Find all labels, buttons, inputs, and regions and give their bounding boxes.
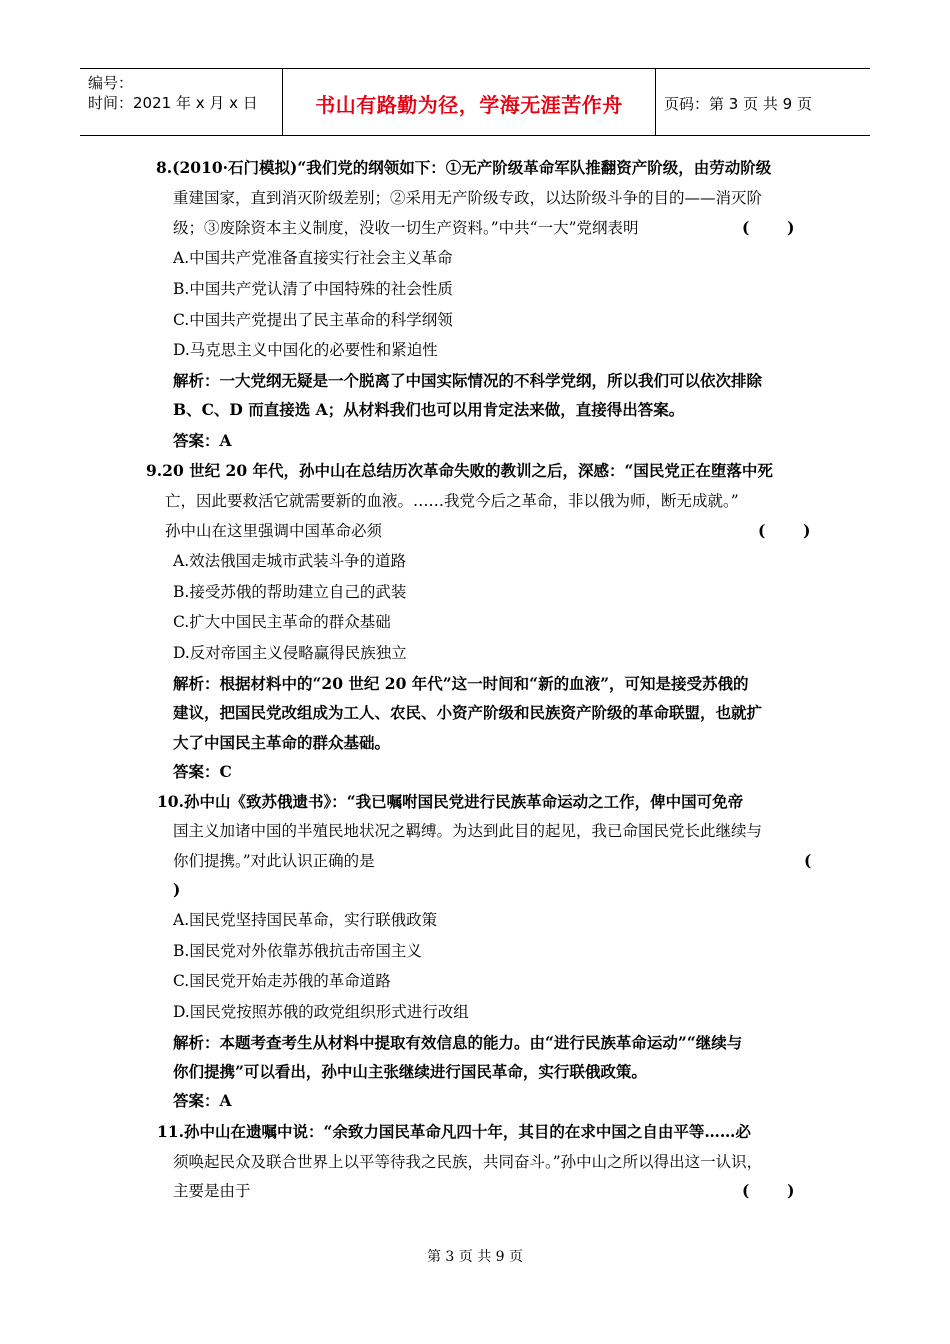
option-d: D.马克思主义中国化的必要性和紧迫性 xyxy=(173,341,438,359)
question-stem-line: 8.(2010·石门模拟)“我们党的纲领如下：①无产阶级革命军队推翻资产阶级，由劳动阶级 xyxy=(156,158,772,177)
option-a: A.中国共产党准备直接实行社会主义革命 xyxy=(173,249,453,267)
question-stem-line: 10.孙中山《致苏俄遗书》：“我已嘱咐国民党进行民族革命运动之工作，俾中国可免帝 xyxy=(157,792,744,811)
analysis-line: 解析：根据材料中的“20 世纪 20 年代”这一时间和“新的血液”，可知是接受苏俄的 xyxy=(173,674,749,693)
analysis-line: 解析：一大党纲无疑是一个脱离了中国实际情况的不科学党纲，所以我们可以依次排除 xyxy=(173,371,763,390)
option-a: A.国民党坚持国民革命，实行联俄政策 xyxy=(173,911,438,929)
analysis-line: 你们提携”可以看出，孙中山主张继续进行国民革命，实行联俄政策。 xyxy=(173,1062,647,1081)
answer-text: 答案：A xyxy=(173,1091,232,1110)
question-stem-line: 国主义加诸中国的半殖民地状况之羁缚。为达到此目的起见，我已命国民党长此继续与 xyxy=(173,822,763,840)
answer-text: 答案：C xyxy=(173,762,232,781)
question-stem-line: 亡，因此要救活它就需要新的血液。……我党今后之革命，非以俄为师，断无成就。” xyxy=(165,492,739,510)
answer-blank-close: ) xyxy=(173,880,181,899)
answer-blank: ( ) xyxy=(758,521,811,540)
number-label: 编号： xyxy=(88,74,134,92)
header-meta xyxy=(88,73,258,113)
page-footer: 第 3 页 共 9 页 xyxy=(426,1249,524,1265)
question-stem-line: 11.孙中山在遗嘱中说：“余致力国民革命凡四十年，其目的在求中国之自由平等……必 xyxy=(157,1122,751,1141)
option-d: D.反对帝国主义侵略赢得民族独立 xyxy=(173,644,407,662)
header-page-info: 页码：第 3 页 共 9 页 xyxy=(664,95,812,113)
page-header xyxy=(80,68,870,136)
question-stem-line: 孙中山在这里强调中国革命必须 xyxy=(165,522,383,540)
answer-blank-open: ( xyxy=(804,851,812,870)
option-c: C.中国共产党提出了民主革命的科学纲领 xyxy=(173,311,453,329)
question-stem-line: 你们提携。”对此认识正确的是 xyxy=(173,852,375,870)
answer-blank: ( ) xyxy=(742,1181,795,1200)
question-stem-line: 9.20 世纪 20 年代，孙中山在总结历次革命失败的教训之后，深感：“国民党正在堕落中死 xyxy=(146,461,773,480)
question-stem-line: 重建国家，直到消灭阶级差别；②采用无产阶级专政，以达阶级斗争的目的——消灭阶 xyxy=(173,189,763,207)
analysis-line: B、C、D 而直接选 A；从材料我们也可以用肯定法来做，直接得出答案。 xyxy=(173,400,685,419)
question-stem-line: 级；③废除资本主义制度，没收一切生产资料。”中共“一大”党纲表明 xyxy=(173,219,639,237)
question-stem-line: 主要是由于 xyxy=(173,1182,251,1200)
option-c: C.国民党开始走苏俄的革命道路 xyxy=(173,972,391,990)
question-stem-line: 须唤起民众及联合世界上以平等待我之民族，共同奋斗。”孙中山之所以得出这一认识， xyxy=(173,1153,763,1171)
analysis-line: 大了中国民主革命的群众基础。 xyxy=(173,733,391,752)
answer-blank: ( ) xyxy=(742,218,795,237)
option-a: A.效法俄国走城市武装斗争的道路 xyxy=(173,552,407,570)
analysis-line: 解析：本题考查考生从材料中提取有效信息的能力。由“进行民族革命运动”“继续与 xyxy=(173,1033,743,1052)
option-b: B.国民党对外依靠苏俄抗击帝国主义 xyxy=(173,942,422,960)
option-b: B.中国共产党认清了中国特殊的社会性质 xyxy=(173,280,453,298)
header-motto: 书山有路勤为径，学海无涯苦作舟 xyxy=(315,93,623,117)
analysis-line: 建议，把国民党改组成为工人、农民、小资产阶级和民族资产阶级的革命联盟，也就扩 xyxy=(173,703,763,722)
header-divider-right xyxy=(655,69,656,135)
date-label: 时间：2021 年 x 月 x 日 xyxy=(88,94,258,112)
answer-text: 答案：A xyxy=(173,431,232,450)
option-d: D.国民党按照苏俄的政党组织形式进行改组 xyxy=(173,1003,469,1021)
option-c: C.扩大中国民主革命的群众基础 xyxy=(173,613,391,631)
option-b: B.接受苏俄的帮助建立自己的武装 xyxy=(173,583,407,601)
